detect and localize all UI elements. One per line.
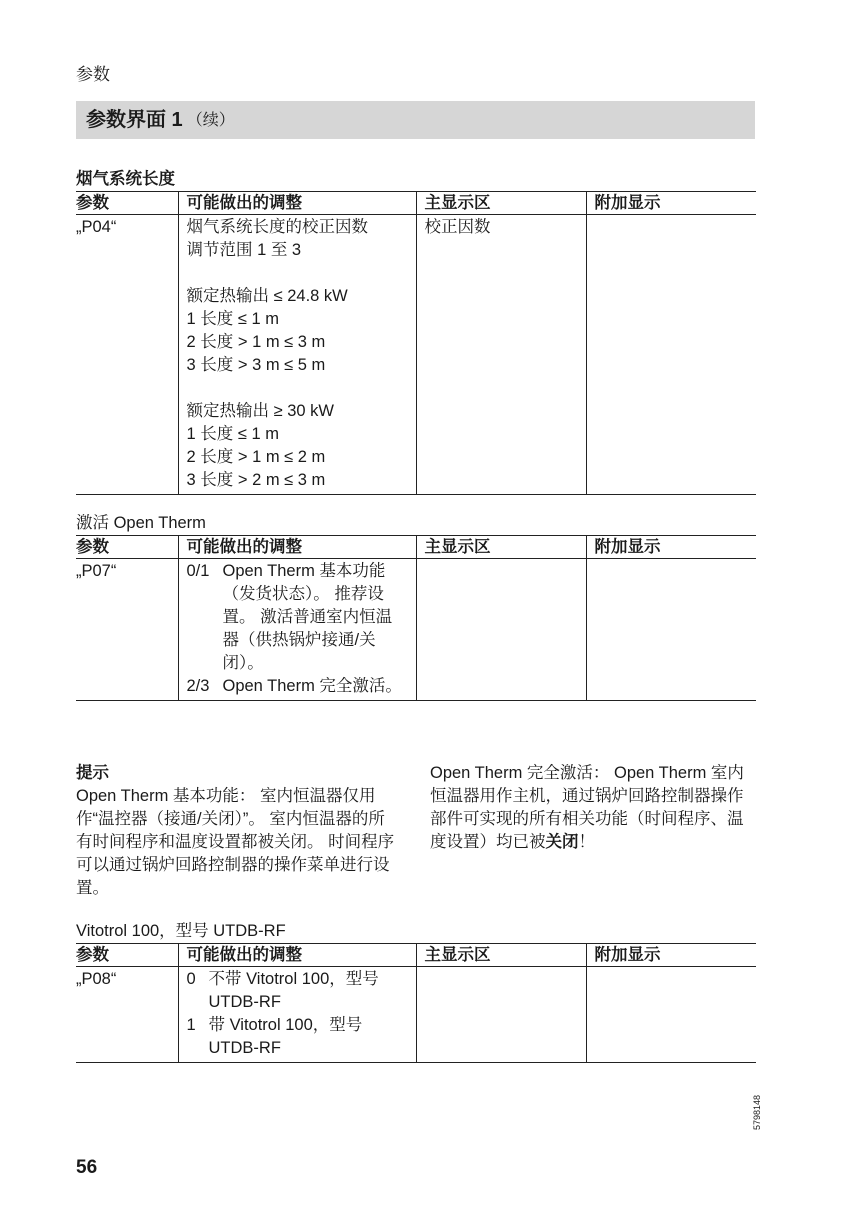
- option-code: 2/3: [186, 677, 210, 695]
- table-header-row: [76, 536, 756, 559]
- column-header-main-display: 主显示区: [416, 536, 586, 559]
- main-display-cell: [416, 967, 586, 1063]
- parameter-table-p04: [76, 191, 756, 495]
- column-header-parameter: 参数: [76, 536, 178, 559]
- adjustment-cell: [178, 559, 416, 701]
- adjust-line: 1 长度 ≤ 1 m: [186, 425, 279, 443]
- option-text: Open Therm 基本功能（发货状态）。 推荐设置。 激活普通室内恒温器（供热锅炉接通/关闭）。: [222, 562, 393, 672]
- option-text: 不带 Vitotrol 100，型号 UTDB-RF: [208, 970, 379, 1011]
- column-header-extra-display: 附加显示: [586, 944, 756, 967]
- option-item: [187, 1014, 408, 1060]
- page-title: 参数界面 1: [86, 108, 183, 131]
- subheading-flue-length: 烟气系统长度: [76, 170, 175, 188]
- parameter-table-p07: [76, 535, 756, 701]
- adjust-line: 额定热输出 ≥ 30 kW: [186, 402, 334, 420]
- parameter-table-p08: [76, 943, 756, 1063]
- note-left: [76, 762, 401, 900]
- adjust-line: 额定热输出 ≤ 24.8 kW: [186, 287, 348, 305]
- option-code: 1: [186, 1016, 196, 1034]
- adjust-line: 2 长度 > 1 m ≤ 3 m: [186, 333, 326, 351]
- option-code: 0: [186, 970, 196, 988]
- option-item: [187, 968, 408, 1014]
- column-header-extra-display: 附加显示: [586, 536, 756, 559]
- column-header-extra-display: 附加显示: [586, 192, 756, 215]
- option-text: Open Therm 完全激活。: [222, 677, 402, 695]
- option-code: 0/1: [186, 562, 210, 580]
- column-header-adjustment: 可能做出的调整: [178, 192, 416, 215]
- document-number: 5798148: [752, 1094, 762, 1130]
- option-item: [187, 560, 408, 675]
- option-item: [187, 675, 408, 698]
- table-row: [76, 967, 756, 1063]
- note-left-text: Open Therm 基本功能： 室内恒温器仅用作“温控器（接通/关闭）”。 室内恒温器的所有时间程序和温度设置都被关闭。 时间程序可以通过锅炉回路控制器的操作菜单进行设置。: [76, 787, 395, 897]
- table-row: [76, 559, 756, 701]
- note-heading: 提示: [76, 764, 109, 782]
- parameter-code: „P08“: [76, 967, 178, 1063]
- adjust-line: 3 长度 > 2 m ≤ 3 m: [186, 471, 326, 489]
- adjust-line: 3 长度 > 3 m ≤ 5 m: [186, 356, 326, 374]
- note-right-end: ！: [578, 833, 595, 851]
- extra-display-cell: [586, 559, 756, 701]
- extra-display-cell: [586, 967, 756, 1063]
- page-title-continued: （续）: [186, 111, 235, 129]
- column-header-adjustment: 可能做出的调整: [178, 944, 416, 967]
- table-header-row: [76, 944, 756, 967]
- parameter-code: „P07“: [76, 559, 178, 701]
- column-header-parameter: 参数: [76, 944, 178, 967]
- adjust-line: 烟气系统长度的校正因数: [186, 218, 368, 236]
- subheading-open-therm: 激活 Open Therm: [76, 514, 206, 532]
- page-title-bar: [76, 101, 755, 139]
- table-row: [76, 215, 756, 495]
- column-header-parameter: 参数: [76, 192, 178, 215]
- adjust-line: 1 长度 ≤ 1 m: [186, 310, 279, 328]
- adjustment-cell: [178, 215, 416, 495]
- main-display-cell: [416, 559, 586, 701]
- note-right: [430, 762, 755, 854]
- adjust-line: 2 长度 > 1 m ≤ 2 m: [186, 448, 326, 466]
- note-right-emphasis: 关闭: [545, 833, 579, 851]
- adjustment-cell: [178, 967, 416, 1063]
- column-header-main-display: 主显示区: [416, 192, 586, 215]
- section-label: 参数: [76, 65, 110, 84]
- column-header-adjustment: 可能做出的调整: [178, 536, 416, 559]
- table-header-row: [76, 192, 756, 215]
- subheading-vitotrol: Vitotrol 100，型号 UTDB-RF: [76, 922, 286, 940]
- adjust-line: 调节范围 1 至 3: [186, 241, 302, 259]
- main-display-cell: 校正因数: [416, 215, 586, 495]
- extra-display-cell: [586, 215, 756, 495]
- parameter-code: „P04“: [76, 215, 178, 495]
- note-right-text: Open Therm 完全激活： Open Therm 室内恒温器用作主机，通过锅炉回路控制器操作部件可实现的所有相关功能（时间程序、温度设置）均已被: [430, 764, 744, 851]
- page-number: 56: [76, 1157, 98, 1178]
- option-text: 带 Vitotrol 100，型号 UTDB-RF: [208, 1016, 363, 1057]
- column-header-main-display: 主显示区: [416, 944, 586, 967]
